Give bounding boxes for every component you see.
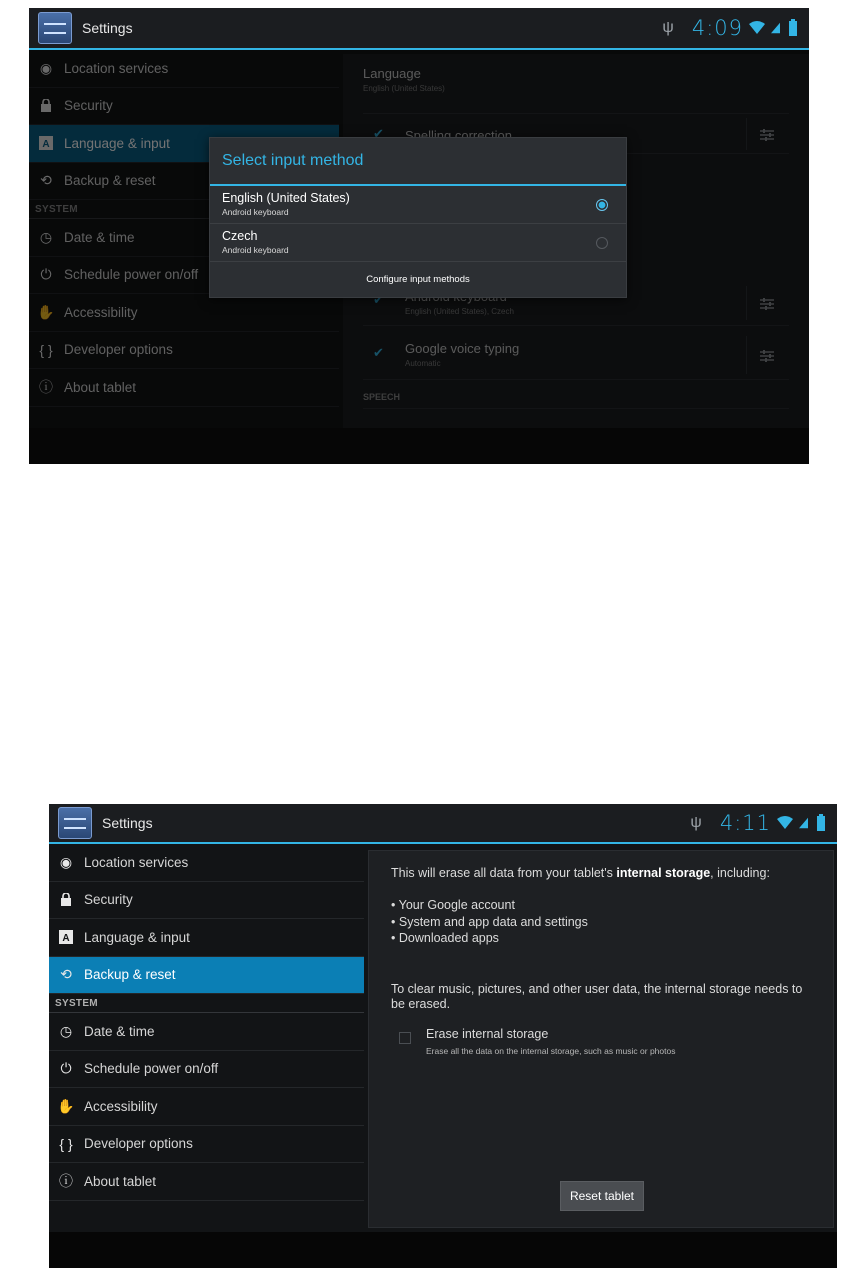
- screenshot-language-input: [29, 8, 809, 464]
- reset-tablet-button[interactable]: Reset tablet: [560, 1181, 644, 1211]
- sidebar-item-developer-options[interactable]: [49, 1126, 364, 1164]
- app-title: Settings: [82, 20, 133, 36]
- settings-app-icon[interactable]: [38, 12, 72, 44]
- list-item: • Your Google account: [391, 897, 588, 914]
- action-bar: [29, 8, 809, 50]
- sidebar-item-schedule-power[interactable]: [49, 1051, 364, 1089]
- radio-unselected-icon[interactable]: [596, 237, 608, 249]
- info-icon: ⓘ: [59, 1173, 73, 1190]
- signal-icon: [799, 816, 811, 830]
- option-title: Czech: [222, 229, 258, 243]
- list-item: • Downloaded apps: [391, 930, 588, 947]
- navigation-bar: [49, 1232, 837, 1268]
- sidebar-item-security[interactable]: [49, 882, 364, 920]
- sidebar: [49, 844, 364, 1232]
- list-item: • System and app data and settings: [391, 914, 588, 931]
- sidebar-item-label: Developer options: [84, 1136, 193, 1152]
- sidebar-item-accessibility[interactable]: [49, 1088, 364, 1126]
- clear-storage-note: To clear music, pictures, and other user data, the internal storage needs to be erased.: [391, 982, 803, 1011]
- option-title: English (United States): [222, 191, 350, 205]
- intro-text-start: This will erase all data from your tablet's: [391, 866, 617, 880]
- erase-intro-text: [391, 866, 770, 880]
- intro-text-bold: internal storage: [616, 866, 711, 880]
- usb-icon: ψ: [690, 814, 702, 831]
- wifi-icon: [777, 816, 793, 830]
- usb-icon: ψ: [662, 19, 674, 36]
- battery-icon: [789, 21, 797, 36]
- configure-input-methods-button[interactable]: Configure input methods: [366, 274, 470, 285]
- sidebar-item-date-time[interactable]: [49, 1013, 364, 1051]
- select-input-method-dialog: [209, 137, 627, 298]
- sidebar-item-label: Security: [84, 892, 133, 908]
- sidebar-item-language-input[interactable]: [49, 919, 364, 957]
- radio-selected-icon[interactable]: [596, 199, 608, 211]
- sidebar-item-backup-reset[interactable]: [49, 957, 364, 995]
- sidebar-item-label: Accessibility: [84, 1098, 158, 1114]
- erase-internal-storage-summary: Erase all the data on the internal storage, such as music or photos: [426, 1046, 676, 1056]
- hand-icon: ✋: [57, 1097, 75, 1114]
- input-method-option-english[interactable]: [210, 186, 626, 224]
- sidebar-item-label: Date & time: [84, 1023, 155, 1039]
- sidebar-section-header: SYSTEM: [49, 994, 364, 1013]
- sidebar-item-location-services[interactable]: [49, 844, 364, 882]
- power-schedule-icon: ⏻: [60, 1060, 72, 1077]
- braces-icon: { }: [59, 1135, 73, 1152]
- clock-icon: ◷: [59, 1022, 73, 1039]
- dialog-title: Select input method: [210, 138, 626, 186]
- option-subtitle: Android keyboard: [222, 207, 289, 217]
- restore-icon: ⟲: [60, 966, 72, 983]
- keyboard-a-icon: [57, 928, 75, 946]
- sidebar-item-label: Schedule power on/off: [84, 1061, 219, 1077]
- lock-icon: [57, 891, 75, 909]
- app-title: Settings: [102, 815, 153, 831]
- erase-internal-storage-title[interactable]: Erase internal storage: [426, 1027, 549, 1041]
- navigation-bar: [29, 428, 809, 464]
- wifi-icon: [749, 21, 765, 35]
- action-bar: [49, 804, 837, 844]
- svg-text:A: A: [62, 933, 70, 945]
- sidebar-item-label: Location services: [84, 854, 189, 870]
- sidebar-item-label: Language & input: [84, 929, 190, 945]
- sidebar-item-label: About tablet: [84, 1173, 157, 1189]
- sidebar-item-label: Backup & reset: [84, 967, 176, 983]
- settings-app-icon[interactable]: [58, 807, 92, 839]
- option-subtitle: Android keyboard: [222, 245, 289, 255]
- erased-items-list: [391, 897, 588, 947]
- status-bar: [690, 804, 825, 842]
- status-bar: [662, 8, 797, 48]
- clock: 4:09: [691, 16, 743, 40]
- sidebar-item-about-tablet[interactable]: [49, 1163, 364, 1201]
- battery-icon: [817, 816, 825, 831]
- intro-text-end: , including:: [710, 866, 770, 880]
- screenshot-backup-reset: [49, 804, 837, 1268]
- input-method-option-czech[interactable]: [210, 224, 626, 262]
- detail-pane: [368, 850, 834, 1228]
- location-icon: ◉: [59, 853, 73, 870]
- clock: 4:11: [719, 811, 771, 835]
- erase-internal-storage-checkbox[interactable]: [399, 1032, 411, 1044]
- signal-icon: [771, 21, 783, 35]
